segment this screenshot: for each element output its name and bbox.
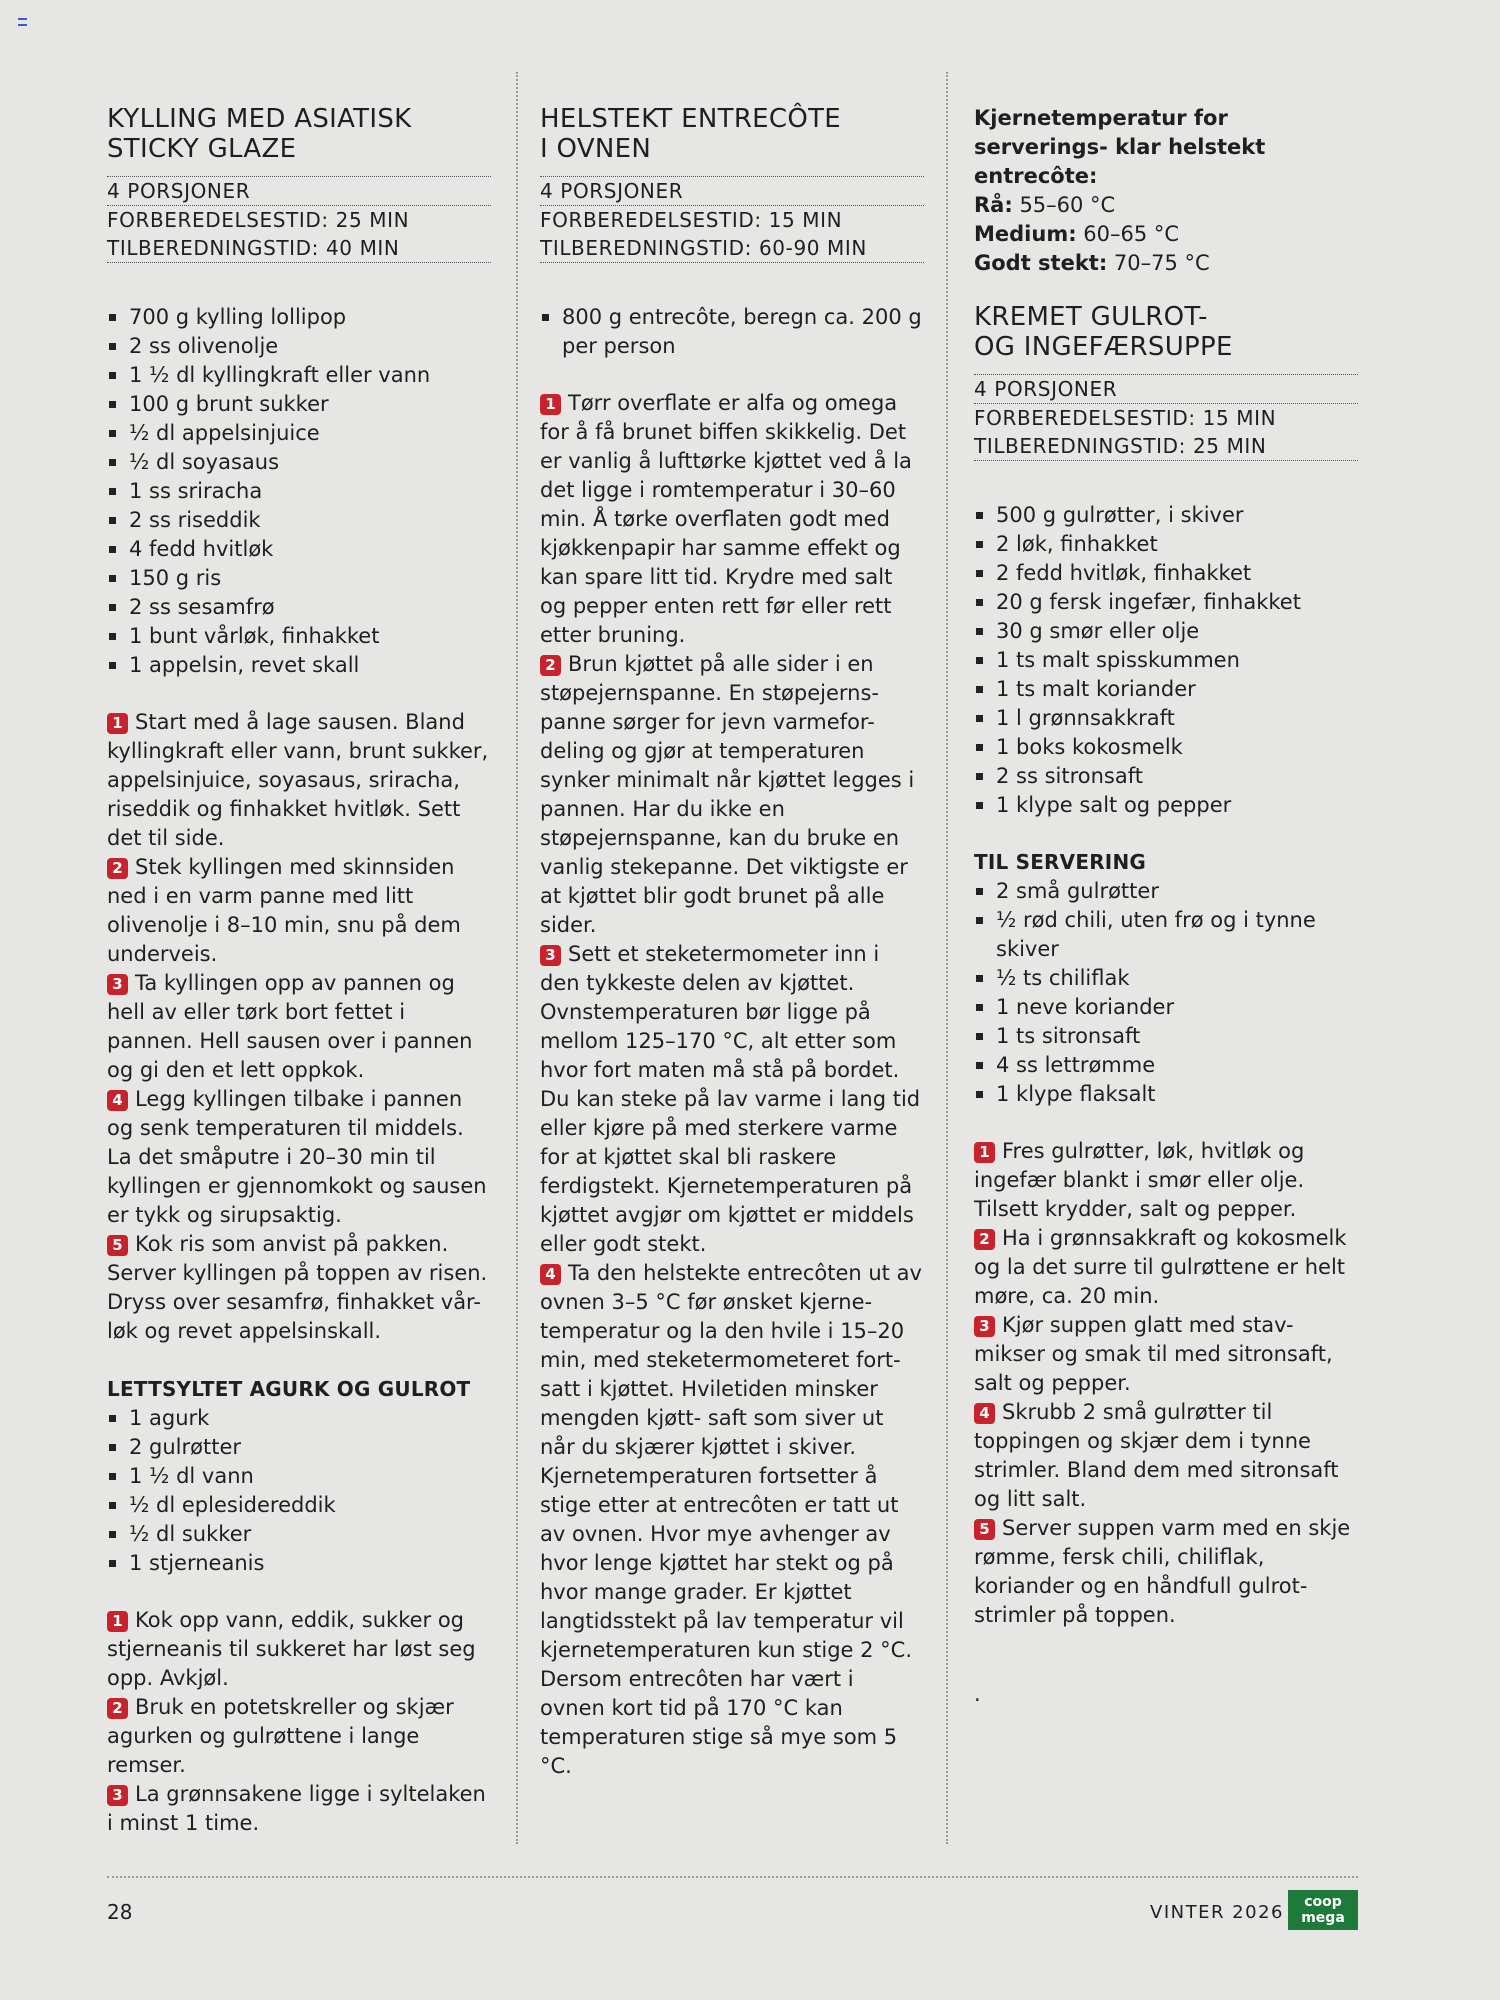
- step: [107, 708, 491, 853]
- step-text: Skrubb 2 små gulrøtter til toppingen og skjær dem i tynne strimler. Bland dem med sitronsaft og litt salt.: [974, 1400, 1339, 1511]
- list-item: 1 ½ dl vann: [107, 1462, 491, 1491]
- column-divider: [516, 72, 518, 1844]
- list-item: ½ dl soyasaus: [107, 448, 491, 477]
- step: [974, 1514, 1358, 1630]
- step-text: La grønnsakene ligge i syltelaken i minst 1 time.: [107, 1782, 486, 1835]
- recipe-entrecote: [540, 104, 924, 1781]
- list-item: 1 klype salt og pepper: [974, 791, 1358, 820]
- step: [540, 650, 924, 940]
- list-item: 1 stjerneanis: [107, 1549, 491, 1578]
- list-item: ½ dl sukker: [107, 1520, 491, 1549]
- list-item: 2 ss riseddik: [107, 506, 491, 535]
- portions: 4 PORSJONER: [540, 177, 924, 206]
- step-text: Sett et steketermometer inn i den tykkeste delen av kjøttet. Ovnstemperaturen bør ligge på mellom 125–170 °C, alt etter som hvor fort maten må stå på bordet. Du kan steke på lav varme i lang tid eller kjøre på med sterkere varme for at kjøttet skal bli raskere ferdigstekt. Kjernetemperaturen på kjøttet avgjør om kjøttet er middels eller godt stekt.: [540, 942, 921, 1256]
- menu-icon[interactable]: [18, 18, 27, 26]
- list-item: 4 ss lettrømme: [974, 1051, 1358, 1080]
- step-number-badge: 5: [107, 1235, 128, 1256]
- portions: 4 PORSJONER: [107, 177, 491, 206]
- portions: 4 PORSJONER: [974, 375, 1358, 404]
- list-item: 2 løk, finhakket: [974, 530, 1358, 559]
- step-number-badge: 1: [540, 394, 561, 415]
- step-number-badge: 2: [107, 858, 128, 879]
- prep-time: FORBEREDELSESTID: 15 MIN: [540, 208, 843, 232]
- trailing-dot: .: [974, 1682, 981, 1706]
- step-text: Stek kyllingen med skinnsiden ned i en varm panne med litt olivenolje i 8–10 min, snu på dem underveis.: [107, 855, 461, 966]
- list-item: 1 neve koriander: [974, 993, 1358, 1022]
- list-item: 2 ss sitronsaft: [974, 762, 1358, 791]
- core-temperature-box: Kjernetemperatur for serverings- klar helstekt entrecôte: Rå: 55–60 °C Medium: 60–65 °C Godt stekt: 70–75 °C: [974, 106, 1266, 275]
- step-text: Legg kyllingen tilbake i pannen og senk temperaturen til middels. La det småputre i 20–30 min til kyllingen er gjennomkokt og sausen er tykk og sirupsaktig.: [107, 1087, 487, 1227]
- prep-time: FORBEREDELSESTID: 25 MIN: [107, 208, 410, 232]
- issue-label: VINTER 2026: [1150, 1902, 1284, 1923]
- step-number-badge: 3: [974, 1316, 995, 1337]
- step-number-badge: 4: [540, 1264, 561, 1285]
- list-item: 1 ss sriracha: [107, 477, 491, 506]
- step-number-badge: 1: [107, 1611, 128, 1632]
- recipe-meta: [107, 176, 491, 263]
- list-item: 2 små gulrøtter: [974, 877, 1358, 906]
- list-item: 1 ts malt spisskummen: [974, 646, 1358, 675]
- step: [107, 1693, 491, 1780]
- coop-mega-logo: coop mega: [1288, 1890, 1358, 1930]
- list-item: 1 ts malt koriander: [974, 675, 1358, 704]
- step-number-badge: 3: [540, 945, 561, 966]
- step: [107, 1230, 491, 1346]
- ingredient-list: [540, 303, 924, 361]
- list-item: 1 boks kokosmelk: [974, 733, 1358, 762]
- list-item: 1 appelsin, revet skall: [107, 651, 491, 680]
- step-text: Ta kyllingen opp av pannen og hell av eller tørk bort fettet i pannen. Hell sausen over i pannen og gi den et lett oppkok.: [107, 971, 473, 1082]
- step: [107, 1085, 491, 1230]
- footer-divider: [107, 1876, 1358, 1878]
- list-item: 1 klype flaksalt: [974, 1080, 1358, 1109]
- step: [107, 1606, 491, 1693]
- list-item: 700 g kylling lollipop: [107, 303, 491, 332]
- step-number-badge: 4: [107, 1090, 128, 1111]
- step: [107, 1780, 491, 1838]
- step-list: [540, 389, 924, 1781]
- cook-time: TILBEREDNINGSTID: 60-90 MIN: [540, 234, 924, 263]
- recipe-title: KREMET GULROT- OG INGEFÆRSUPPE: [974, 302, 1233, 362]
- step-text: Ha i grønnsakkraft og kokosmelk og la det surre til gulrøttene er helt møre, ca. 20 min.: [974, 1226, 1347, 1308]
- step: [107, 853, 491, 969]
- list-item: 2 fedd hvitløk, finhakket: [974, 559, 1358, 588]
- column-divider: [946, 72, 948, 1844]
- step-text: Bruk en potetskreller og skjær agurken og gulrøttene i lange remser.: [107, 1695, 454, 1777]
- step-text: Kok opp vann, eddik, sukker og stjerneanis til sukkeret har løst seg opp. Avkjøl.: [107, 1608, 476, 1690]
- recipe-chicken: [107, 104, 491, 1838]
- step-list: [107, 1606, 491, 1838]
- step: [974, 1224, 1358, 1311]
- list-item: ½ dl appelsinjuice: [107, 419, 491, 448]
- list-item: 4 fedd hvitløk: [107, 535, 491, 564]
- column-three: [974, 104, 1358, 1709]
- recipe-title: HELSTEKT ENTRECÔTE I OVNEN: [540, 104, 842, 164]
- ingredient-list: [107, 1404, 491, 1578]
- step-text: Brun kjøttet på alle sider i en støpejernspanne. En støpejerns- panne sørger for jevn varmefor- deling og gjør at temperaturen synker minimalt når kjøttet legges i pannen. Har du ikke en støpejernspanne, kan du bruke en vanlig stekepanne. Det viktigste er at kjøttet blir godt brunet på alle sider.: [540, 652, 915, 937]
- list-item: 2 ss sesamfrø: [107, 593, 491, 622]
- recipe-title: KYLLING MED ASIATISK STICKY GLAZE: [107, 104, 412, 164]
- list-item: 1 ½ dl kyllingkraft eller vann: [107, 361, 491, 390]
- list-item: 1 agurk: [107, 1404, 491, 1433]
- list-item: 2 ss olivenolje: [107, 332, 491, 361]
- list-item: ½ dl eplesidereddik: [107, 1491, 491, 1520]
- cook-time: TILBEREDNINGSTID: 25 MIN: [974, 432, 1358, 461]
- step-text: Server suppen varm med en skje rømme, fersk chili, chiliflak, koriander og en håndfull gulrot- strimler på toppen.: [974, 1516, 1351, 1627]
- step-number-badge: 5: [974, 1519, 995, 1540]
- step-number-badge: 4: [974, 1403, 995, 1424]
- list-item: 1 l grønnsakkraft: [974, 704, 1358, 733]
- list-item: ½ rød chili, uten frø og i tynne skiver: [974, 906, 1358, 964]
- side-title: LETTSYLTET AGURK OG GULROT: [107, 1377, 471, 1401]
- step: [540, 389, 924, 650]
- step-number-badge: 1: [974, 1142, 995, 1163]
- list-item: 1 ts sitronsaft: [974, 1022, 1358, 1051]
- step-number-badge: 2: [974, 1229, 995, 1250]
- prep-time: FORBEREDELSESTID: 15 MIN: [974, 406, 1277, 430]
- step-text: Start med å lage sausen. Bland kyllingkraft eller vann, brunt sukker, appelsinjuice, soyasaus, sriracha, riseddik og finhakket hvitløk. Sett det til side.: [107, 710, 489, 850]
- step-text: Kok ris som anvist på pakken. Server kyllingen på toppen av risen. Dryss over sesamfrø, finhakket vår- løk og revet appelsinskall.: [107, 1232, 488, 1343]
- step-text: Kjør suppen glatt med stav- mikser og smak til med sitronsaft, salt og pepper.: [974, 1313, 1333, 1395]
- step: [540, 940, 924, 1259]
- step: [540, 1259, 924, 1781]
- ingredient-list: [107, 303, 491, 680]
- page-number: 28: [107, 1900, 133, 1924]
- step-text: Ta den helstekte entrecôten ut av ovnen 3–5 °C før ønsket kjerne- temperatur og la den hvile i 15–20 min, med steketermometeret fort- satt i kjøttet. Hviletiden minsker mengden kjøtt- saft som siver ut når du skjærer kjøttet i skiver. Kjernetemperaturen fortsetter å stige etter at entrecôten er tatt ut av ovnen. Hvor mye avhenger av hvor lenge kjøttet har stekt og på hvor mange grader. Er kjøttet langtidsstekt på lav temperatur vil kjernetemperaturen kun stige 2 °C. Dersom entrecôten har vært i ovnen kort tid på 170 °C kan temperaturen stige så mye som 5 °C.: [540, 1261, 922, 1778]
- list-item: 30 g smør eller olje: [974, 617, 1358, 646]
- step-number-badge: 2: [107, 1698, 128, 1719]
- list-item: 20 g fersk ingefær, finhakket: [974, 588, 1358, 617]
- list-item: 500 g gulrøtter, i skiver: [974, 501, 1358, 530]
- temperature-heading: Kjernetemperatur for serverings- klar helstekt entrecôte:: [974, 106, 1266, 188]
- step-list: [974, 1137, 1358, 1630]
- step: [107, 969, 491, 1085]
- recipe-meta: [540, 176, 924, 263]
- step: [974, 1137, 1358, 1224]
- list-item: 1 bunt vårløk, finhakket: [107, 622, 491, 651]
- serving-list: [974, 877, 1358, 1109]
- list-item: 100 g brunt sukker: [107, 390, 491, 419]
- step-number-badge: 1: [107, 713, 128, 734]
- step: [974, 1311, 1358, 1398]
- step-number-badge: 3: [107, 974, 128, 995]
- step-list: [107, 708, 491, 1346]
- serving-title: TIL SERVERING: [974, 850, 1146, 874]
- cook-time: TILBEREDNINGSTID: 40 MIN: [107, 234, 491, 263]
- step-text: Tørr overflate er alfa og omega for å få brunet biffen skikkelig. Det er vanlig å lufttørke kjøttet ved å la det ligge i romtemperatur i 30–60 min. Å tørke overflaten godt med kjøkkenpapir har samme effekt og kan spare litt tid. Krydre med salt og pepper enten rett før eller rett etter bruning.: [540, 391, 912, 647]
- list-item: ½ ts chiliflak: [974, 964, 1358, 993]
- step-number-badge: 3: [107, 1785, 128, 1806]
- recipe-meta: [974, 374, 1358, 461]
- step-number-badge: 2: [540, 655, 561, 676]
- list-item: 800 g entrecôte, beregn ca. 200 g per person: [540, 303, 924, 361]
- ingredient-list: [974, 501, 1358, 820]
- list-item: 150 g ris: [107, 564, 491, 593]
- step: [974, 1398, 1358, 1514]
- list-item: 2 gulrøtter: [107, 1433, 491, 1462]
- step-text: Fres gulrøtter, løk, hvitløk og ingefær blankt i smør eller olje. Tilsett krydder, salt og pepper.: [974, 1139, 1305, 1221]
